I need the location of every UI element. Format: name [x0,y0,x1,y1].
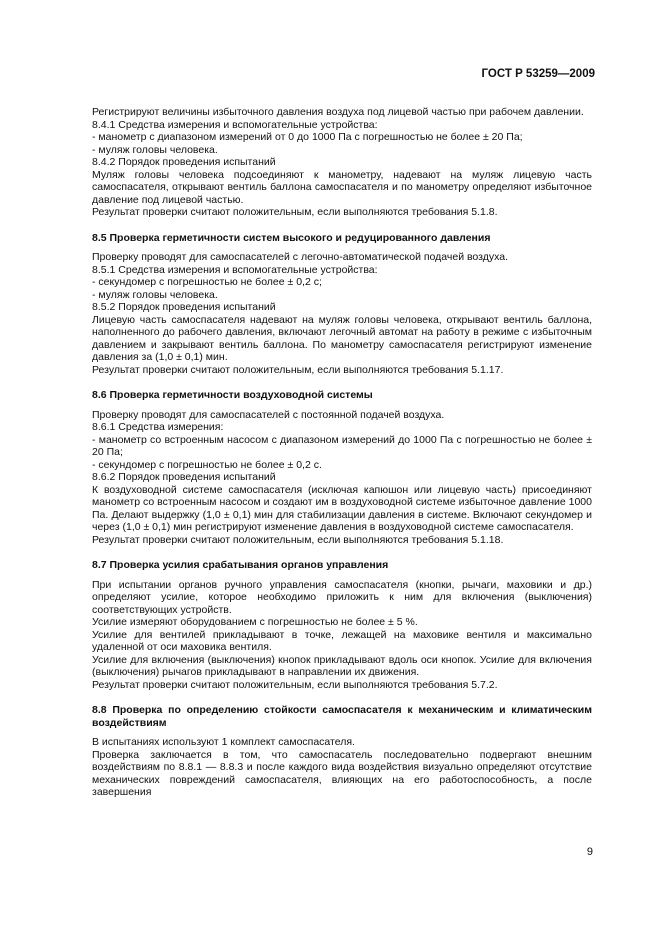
paragraph: Результат проверки считают положительным, если выполняются требования 5.1.8. [92,206,498,218]
paragraph: Проверку проводят для самоспасателей с легочно-автоматической подачей воздуха. [92,251,509,263]
paragraph: Усилие измеряют оборудованием с погрешностью не более ± 5 %. [92,616,418,628]
paragraph: При испытании органов ручного управления самоспасателя (кнопки, рычаги, маховики и др.) определяют усилие, которое необходимо приложить к ним для включения (выключения) соответствующих устройств. [92,578,592,616]
paragraph: Результат проверки считают положительным, если выполняются требования 5.1.18. [92,533,504,546]
document-code: ГОСТ Р 53259—2009 [481,68,595,80]
paragraph: 8.4.2 Порядок проведения испытаний [92,156,276,168]
paragraph: Регистрируют величины избыточного давления воздуха под лицевой частью при рабочем давлении. [92,106,584,118]
paragraph: - муляж головы человека. [92,288,218,301]
section-heading: 8.5 Проверка герметичности систем высокого и редуцированного давления [92,231,491,244]
paragraph: 8.5.1 Средства измерения и вспомогательные устройства: [92,263,378,276]
paragraph: В испытаниях используют 1 комплект самоспасателя. [92,736,355,748]
paragraph: Лицевую часть самоспасателя надевают на муляж головы человека, открывают вентиль баллона, наполненного до рабочего давления, включают легочный автомат на работу в режиме с избыточным давлением и закрывают вентиль баллона. По манометру самоспасателя регистрируют изменение давления за (1,0 ± 0,1) мин. [92,313,592,363]
paragraph: Результат проверки считают положительным, если выполняются требования 5.7.2. [92,678,498,691]
section-heading: 8.6 Проверка герметичности воздуховодной системы [92,389,373,401]
section-heading: 8.8 Проверка по определению стойкости самоспасателя к механическим и климатическим воздействиям [92,704,592,729]
paragraph: - манометр со встроенным насосом с диапазоном измерений до 1000 Па с погрешностью не более ± 20 Па; [92,433,592,458]
paragraph: Муляж головы человека подсоединяют к манометру, надевают на муляж лицевую часть самоспасателя, открывают вентиль баллона самоспасателя и по манометру определяют избыточное давление под лицевой частью. [92,168,592,206]
document-body [92,106,592,799]
paragraph: - манометр с диапазоном измерений от 0 до 1000 Па с погрешностью не более ± 20 Па; [92,131,523,143]
paragraph: 8.6.2 Порядок проведения испытаний [92,471,276,483]
paragraph: - секундомер с погрешностью не более ± 0,2 с; [92,276,322,288]
paragraph: Проверка заключается в том, что самоспасатель последовательно подвергают внешним воздействиям по 8.8.1 — 8.8.3 и после каждого вида воздействия визуально определяют отсутствие механических повреждений самоспасателя, влияющих на его работоспособность, а после завершения [92,748,592,798]
paragraph: 8.6.1 Средства измерения: [92,421,224,433]
page-number: 9 [586,846,593,858]
paragraph: К воздуховодной системе самоспасателя (исключая капюшон или лицевую часть) присоединяют манометр со встроенным насосом и создают им в воздуховодной системе избыточное давление 1000 Па. Делают выдержку (1,0 ± 0,1) мин для стабилизации давления в системе. Включают секундомер и через (1,0 ± 0,1) мин регистрируют изменение давления в воздуховодной системе самоспасателя. [92,483,592,533]
paragraph: Усилие для вентилей прикладывают в точке, лежащей на маховике вентиля и максимально удаленной от оси маховика вентиля. [92,628,592,653]
paragraph: Проверку проводят для самоспасателей с постоянной подачей воздуха. [92,408,445,421]
paragraph: - секундомер с погрешностью не более ± 0,2 с. [92,458,322,471]
paragraph: Усилие для включения (выключения) кнопок прикладывают вдоль оси кнопок. Усилие для включения (выключения) рычагов прикладывают в направлении их движения. [92,653,592,678]
paragraph: Результат проверки считают положительным, если выполняются требования 5.1.17. [92,363,504,376]
paragraph: - муляж головы человека. [92,143,218,156]
paragraph: 8.4.1 Средства измерения и вспомогательные устройства: [92,118,378,131]
section-heading: 8.7 Проверка усилия срабатывания органов управления [92,559,389,571]
paragraph: 8.5.2 Порядок проведения испытаний [92,301,276,313]
